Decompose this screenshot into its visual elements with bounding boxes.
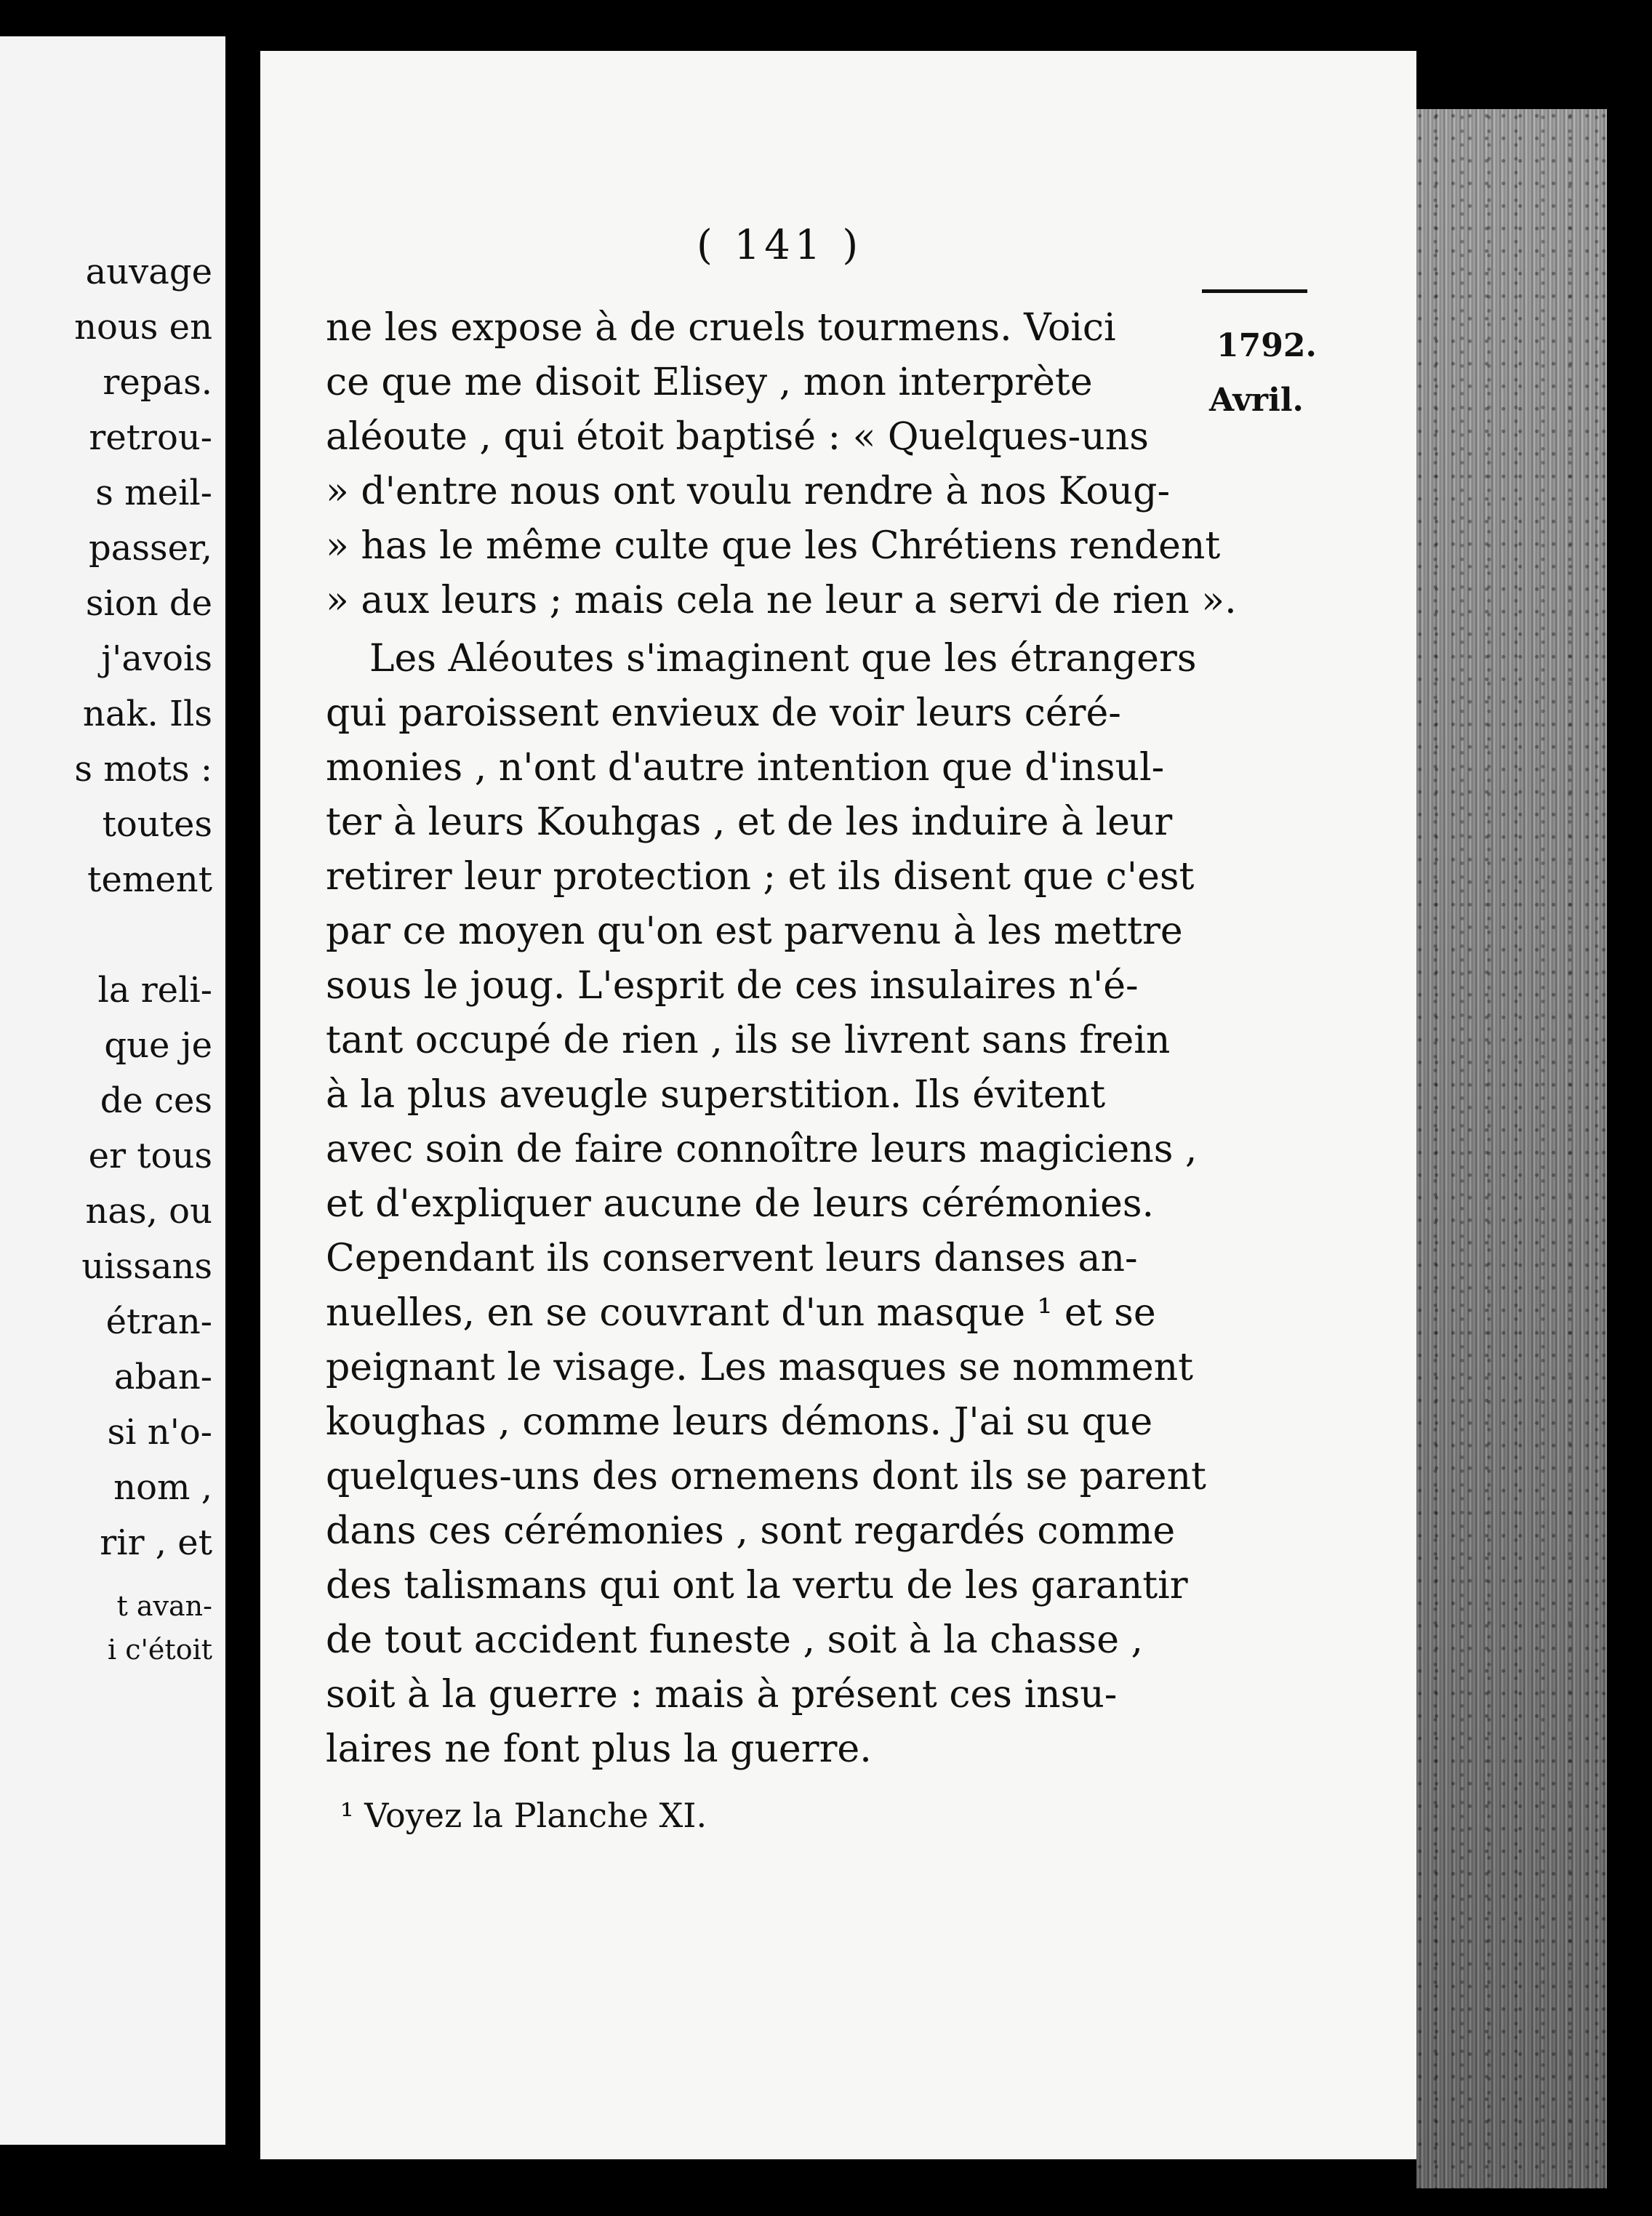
text-line: peignant le visage. Les masques se nomment [326,1346,1193,1389]
text-line: de tout accident funeste , soit à la chasse , [326,1618,1144,1662]
text-line: avec soin de faire connoître leurs magiciens , [326,1128,1198,1171]
text-line: nuelles, en se couvrant d'un masque ¹ et se [326,1291,1156,1335]
left-page-line: aban- [113,1357,212,1397]
left-page-line: auvage [85,252,212,292]
left-page-line: de ces [100,1080,212,1121]
left-page-line: retrou- [89,417,212,458]
text-line: koughas , comme leurs démons. J'ai su que [326,1400,1153,1444]
text-line: par ce moyen qu'on est parvenu à les mettre [326,910,1183,953]
margin-year: 1792. [1216,327,1317,364]
left-page-line: sion de [85,583,212,624]
left-page-footnote-line: t avan- [116,1590,212,1622]
page-number: ( 141 ) [697,222,863,269]
left-page-line: si n'o- [107,1412,212,1453]
left-page-line: étran- [105,1301,212,1342]
text-line: qui paroissent envieux de voir leurs céré- [326,691,1121,735]
text-line: ce que me disoit Elisey , mon interprète [326,361,1093,404]
text-line: » d'entre nous ont voulu rendre à nos Koug- [326,470,1171,513]
book-gutter [225,0,260,2216]
left-page-line: j'avois [101,638,212,679]
text-line: aléoute , qui étoit baptisé : « Quelques-uns [326,415,1149,459]
left-page-line: nom , [113,1467,212,1508]
left-page-line: tement [87,859,212,900]
text-line: Les Aléoutes s'imaginent que les étrangers [369,637,1197,681]
margin-month: Avril. [1209,382,1304,419]
text-line: soit à la guerre : mais à présent ces insu- [326,1673,1118,1717]
margin-rule [1202,289,1307,293]
left-page-footnote-line: i c'étoit [107,1634,212,1666]
text-line: quelques-uns des ornemens dont ils se parent [326,1455,1206,1498]
left-page-line: repas. [103,362,212,403]
left-page-line: la reli- [97,970,212,1011]
left-page-line: s mots : [74,749,212,790]
text-line: sous le joug. L'esprit de ces insulaires n'é- [326,964,1139,1008]
left-page-line: uissans [81,1246,212,1287]
left-page-line: toutes [102,804,212,845]
text-line: laires ne font plus la guerre. [326,1727,872,1771]
text-line: tant occupé de rien , ils se livrent sans frein [326,1019,1171,1062]
text-line: et d'expliquer aucune de leurs cérémonies. [326,1182,1155,1226]
text-line: Cependant ils conservent leurs danses an- [326,1237,1138,1280]
left-page-line: nak. Ils [82,694,212,734]
left-page-line: nous en [74,307,212,348]
footnote: ¹ Voyez la Planche XI. [340,1796,707,1835]
text-line: monies , n'ont d'autre intention que d'insul- [326,746,1165,790]
previous-page [0,36,225,2145]
text-line: ter à leurs Kouhgas , et de les induire à leur [326,800,1173,844]
text-line: ne les expose à de cruels tourmens. Voici [326,306,1116,350]
book-page [260,51,1416,2159]
text-line: à la plus aveugle superstition. Ils évitent [326,1073,1106,1117]
page-edge-stack [1416,109,1607,2188]
left-page-line: er tous [88,1136,212,1176]
text-line: dans ces cérémonies , sont regardés comme [326,1509,1176,1553]
left-page-line: nas, ou [85,1191,212,1232]
left-page-line: rir , et [100,1522,212,1563]
text-line: des talismans qui ont la vertu de les garantir [326,1564,1188,1607]
left-page-line: s meil- [95,473,212,513]
text-line: retirer leur protection ; et ils disent que c'est [326,855,1195,899]
text-line: » aux leurs ; mais cela ne leur a servi de rien ». [326,579,1237,622]
left-page-line: passer, [89,528,212,569]
left-page-line: que je [104,1025,212,1066]
text-line: » has le même culte que les Chrétiens rendent [326,524,1221,568]
